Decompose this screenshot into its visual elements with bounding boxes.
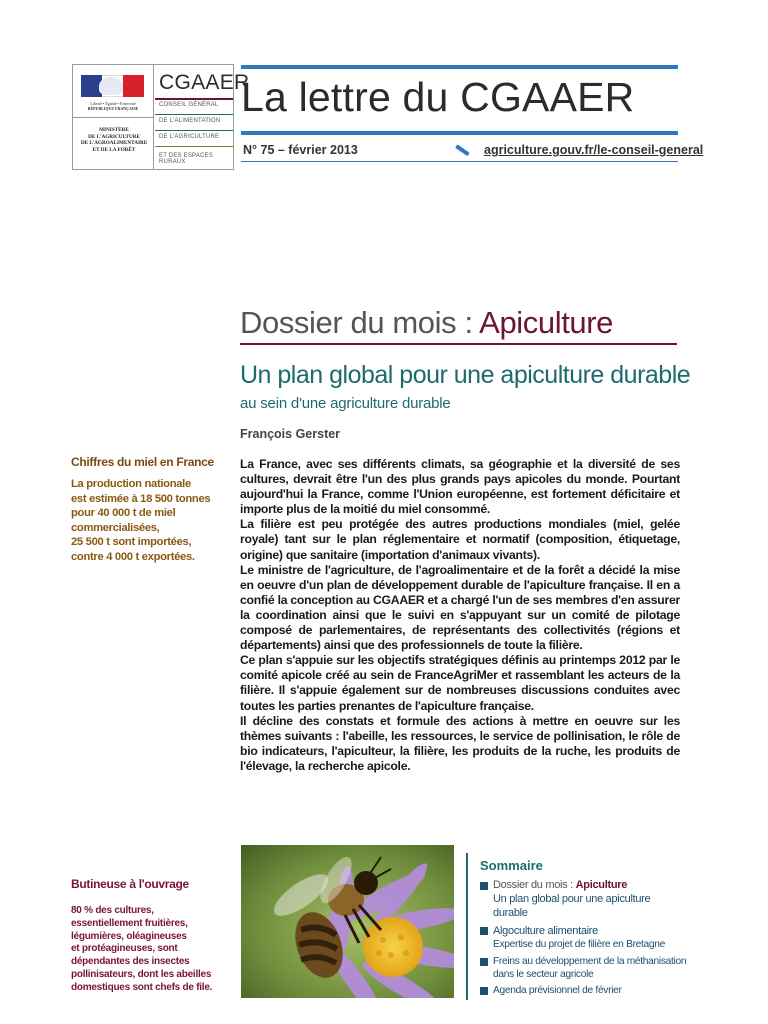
flag-red-stripe (123, 75, 144, 97)
caption-line: essentiellement fruitières, (71, 917, 188, 929)
square-bullet-icon (480, 882, 488, 890)
title-rule-top (241, 65, 678, 69)
summary-rule (466, 853, 468, 1000)
square-bullet-icon (480, 958, 488, 966)
cgaaer-rule (155, 98, 233, 100)
summary-item-detail: durable (493, 907, 528, 919)
photo-caption-text (71, 905, 221, 995)
summary-item-title: Algoculture alimentaire (493, 925, 598, 937)
sidebar-line: pour 40 000 t de miel (71, 507, 176, 519)
ministry-line: DE L'AGROALIMENTAIRE (80, 140, 148, 147)
cgaaer-name-line: DE L'AGRICULTURE (159, 134, 220, 140)
summary-item-title (493, 878, 690, 892)
cgaaer-rule (155, 130, 233, 131)
republic-motto-text: Liberté • Égalité • Fraternité (90, 101, 136, 106)
square-bullet-icon (480, 987, 488, 995)
article-title: Un plan global pour une apiculture durable (240, 361, 691, 389)
cgaaer-rule (155, 146, 233, 147)
republic-name: RÉPUBLIQUE FRANÇAISE (87, 106, 139, 111)
sidebar-line: La production nationale (71, 478, 191, 490)
dossier-rule (240, 343, 677, 345)
caption-line: 80 % des cultures, (71, 905, 154, 916)
title-rule-thin (241, 161, 678, 162)
marianne-logo (81, 71, 145, 111)
photo-caption-heading: Butineuse à l'ouvrage (71, 877, 189, 891)
title-rule-bottom (241, 131, 678, 135)
cgaaer-name-line: ET DES ESPACES RURAUX (159, 153, 213, 165)
summary-list (480, 878, 690, 997)
ministry-line: MINISTÈRE (99, 127, 129, 133)
article-body (240, 457, 680, 774)
caption-line: et protéagineuses, sont (71, 943, 178, 955)
body-paragraph: La France, avec ses différents climats, sa géographie et la diversité de ses cultures, devrait être l'un des plus grands pays apicoles du monde. Pourtant aujourd'hui la France, comme l'Union européenne, est fortement déficitaire et importe plus de la moitié du miel consommé. (240, 457, 680, 517)
marianne-icon (99, 77, 123, 95)
ministry-line: DE L'AGRICULTURE (88, 133, 140, 140)
ministry-name (75, 127, 153, 153)
pen-icon (454, 142, 470, 158)
summary-item-title: Agenda prévisionnel de février (493, 985, 622, 996)
summary-item[interactable] (480, 878, 690, 920)
body-paragraph: Le ministre de l'agriculture, de l'agroalimentaire et de la forêt a décidé la mise en oeuvre d'un plan de développement durable de l'apiculture française. Il en a confié la conception au CGAAER et a chargé l'un de ses membres d'en assurer la coordination ainsi que le suivi en s'appuyant sur un comité de pilotage composé de parlementaires, de représentants des collectivités (régions et départements) ainsi que des professionnels de toute la filière. (240, 562, 680, 653)
logo-block (72, 64, 250, 170)
caption-line: domestiques sont chefs de file. (71, 981, 213, 993)
summary-item[interactable] (480, 955, 690, 981)
summary-heading: Sommaire (480, 858, 543, 873)
caption-line: dépendantes des insectes (71, 956, 190, 968)
body-paragraph: La filière est peu protégée des autres productions mondiales (miel, gelée royale) tant sur le plan réglementaire et normatif (composition, étiquetage, origine) que sanitaire (importation d'animaux vivants). (240, 517, 680, 562)
issue-number: N° 75 – février 2013 (243, 143, 358, 157)
ministry-line: ET DE LA FORÊT (92, 146, 136, 153)
cgaaer-name-line: CONSEIL GÉNÉRAL (159, 102, 219, 108)
website-link[interactable]: agriculture.gouv.fr/le-conseil-general (484, 143, 704, 157)
newsletter-title: La lettre du CGAAER (241, 74, 635, 120)
summary-item-detail: dans le secteur agricole (493, 969, 594, 980)
sidebar-heading: Chiffres du miel en France (71, 455, 214, 469)
cgaaer-rule (155, 114, 233, 115)
cgaaer-logo-text: CGAAER (159, 71, 250, 94)
summary-item[interactable] (480, 924, 690, 951)
summary-item-detail: Expertise du projet de filière en Bretagne (493, 939, 666, 950)
caption-line: légumières, oléagineuses (71, 930, 187, 942)
square-bullet-icon (480, 927, 488, 935)
dossier-prefix: Dossier du mois : (240, 305, 480, 340)
article-subtitle: au sein d'une agriculture durable (240, 395, 451, 412)
bee-photo (241, 845, 454, 998)
sidebar-line: 25 500 t sont importées, (71, 536, 192, 548)
body-paragraph: Il décline des constats et formule des actions à mettre en oeuvre sur les thèmes suivants : l'abeille, les ressources, le service de pollinisation, le rôle de bio indicateurs, l'apiculteur, la filière, les produits de la ruche, les produits de l'élevage, la recherche apicole. (240, 713, 680, 773)
summary-item-prefix: Dossier du mois : (493, 879, 576, 891)
dossier-topic: Apiculture (479, 305, 614, 340)
dossier-heading (240, 303, 613, 343)
republic-motto (81, 101, 145, 111)
summary-item-detail: Un plan global pour une apiculture (493, 893, 651, 905)
cgaaer-name-line: DE L'ALIMENTATION (159, 118, 221, 124)
sidebar-figures-text (71, 477, 221, 564)
sidebar-line: contre 4 000 t exportées. (71, 550, 195, 563)
author-name: François Gerster (240, 427, 341, 441)
logo-divider (153, 65, 154, 169)
summary-item-title: Freins au développement de la méthanisation (493, 956, 687, 967)
summary-item-topic: Apiculture (575, 879, 628, 891)
sidebar-line: est estimée à 18 500 tonnes (71, 492, 211, 505)
summary-item[interactable] (480, 984, 690, 997)
body-paragraph: Ce plan s'appuie sur les objectifs stratégiques définis au printemps 2012 par le comité apicole créé au sein de FranceAgriMer et rassemblant les acteurs de la filière. Il s'appuie également sur de nombreuses discussions conduites avec toutes les parties prenantes de l'apiculture française. (240, 653, 680, 713)
logo-divider (73, 117, 153, 118)
sidebar-line: commercialisées, (71, 521, 160, 534)
caption-line: pollinisateurs, dont les abeilles (71, 968, 212, 980)
